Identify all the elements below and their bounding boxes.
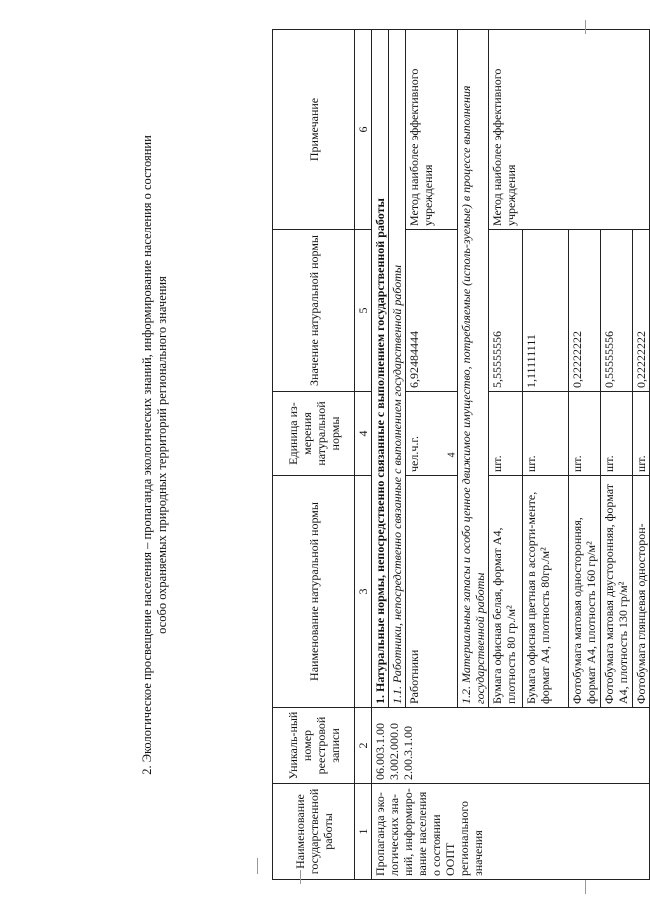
note-cell: Метод наиболее эффективного учреждения: [489, 30, 650, 230]
scan-artifact-line: [585, 20, 586, 34]
norm-name-cell: Фотобумага матовая двусторонняя, формат А4, плотность 130 гр/м²: [601, 476, 633, 708]
value-cell: 5,55555556: [489, 230, 523, 392]
note-cell: Метод наиболее эффективного учреждения: [406, 30, 458, 230]
value-cell: 0,55555556: [601, 230, 633, 392]
header-work-name: Наименование государственной работы: [273, 784, 355, 880]
section-heading: [140, 55, 170, 855]
unit-cell: шт.: [489, 392, 523, 476]
value-cell: 1,11111111: [523, 230, 569, 392]
header-registry-number: Уникаль-ный номер реестровой записи: [273, 708, 355, 784]
section-1-1-heading: 1.1. Работники, непосредственно связанные с выполнением государственной работы: [389, 30, 406, 708]
table-row: [372, 30, 389, 880]
header-value: Значение натуральной нормы: [273, 230, 355, 392]
header-norm-name: Наименование натуральной нормы: [273, 476, 355, 708]
norm-name-cell: Бумага офисная цветная в ассорти-менте, формат А4, плотность 80гр./м²: [523, 476, 569, 708]
scan-artifact-line: [300, 870, 301, 884]
unit-cell: шт.: [523, 392, 569, 476]
unit-cell: чел.ч.г.: [406, 392, 458, 476]
value-cell: 6,92484444: [406, 230, 458, 392]
norm-name-cell: Бумага офисная белая, формат А4, плотность 80 гр./м²: [489, 476, 523, 708]
norms-table-container: [272, 30, 648, 880]
section-1-2-heading: 1.2. Материальные запасы и особо ценное движимое имущество, потребляемые (исполь-зуемые) в процессе выполнения государственной работы: [458, 30, 489, 708]
column-number: 1: [355, 784, 372, 880]
work-name-cell: Пропаганда эко-логических зна-ний, информиро-вание населения о состоянии ООПТ регионального значения: [372, 784, 650, 880]
column-number: 4: [355, 392, 372, 476]
scan-artifact-line: [585, 880, 586, 894]
column-number: 5: [355, 230, 372, 392]
scan-artifact-line: [257, 858, 258, 874]
page-number: 4: [446, 452, 458, 458]
heading-line-1: 2. Экологическое просвещение населения – пропаганда экологических знаний, информирование населения о состоянии: [140, 135, 154, 775]
column-number: 6: [355, 30, 372, 230]
registry-number-cell: 06.003.1.00 3.002.000.0 2.00.3.1.00: [372, 708, 650, 784]
heading-line-2: особо охраняемых природных территорий регионального значения: [155, 276, 169, 634]
value-cell: 0,22222222: [633, 230, 650, 392]
column-number: 3: [355, 476, 372, 708]
column-number: 2: [355, 708, 372, 784]
unit-cell: шт.: [601, 392, 633, 476]
header-row: [273, 30, 355, 880]
norm-name-cell: Фотобумага матовая односторонняя, формат А4, плотность 160 гр/м²: [569, 476, 601, 708]
section-1-heading: 1. Натуральные нормы, непосредственно связанные с выполнением государственной работы: [372, 30, 389, 708]
norm-name-cell: Работники: [406, 476, 458, 708]
value-cell: 0,22222222: [569, 230, 601, 392]
column-numbers-row: [355, 30, 372, 880]
header-unit: Единица из-мерения натуральной нормы: [273, 392, 355, 476]
norms-table: [272, 29, 650, 880]
unit-cell: шт.: [633, 392, 650, 476]
norm-name-cell: Фотобумага глянцевая односторон-: [633, 476, 650, 708]
unit-cell: шт.: [569, 392, 601, 476]
header-note: Примечание: [273, 30, 355, 230]
